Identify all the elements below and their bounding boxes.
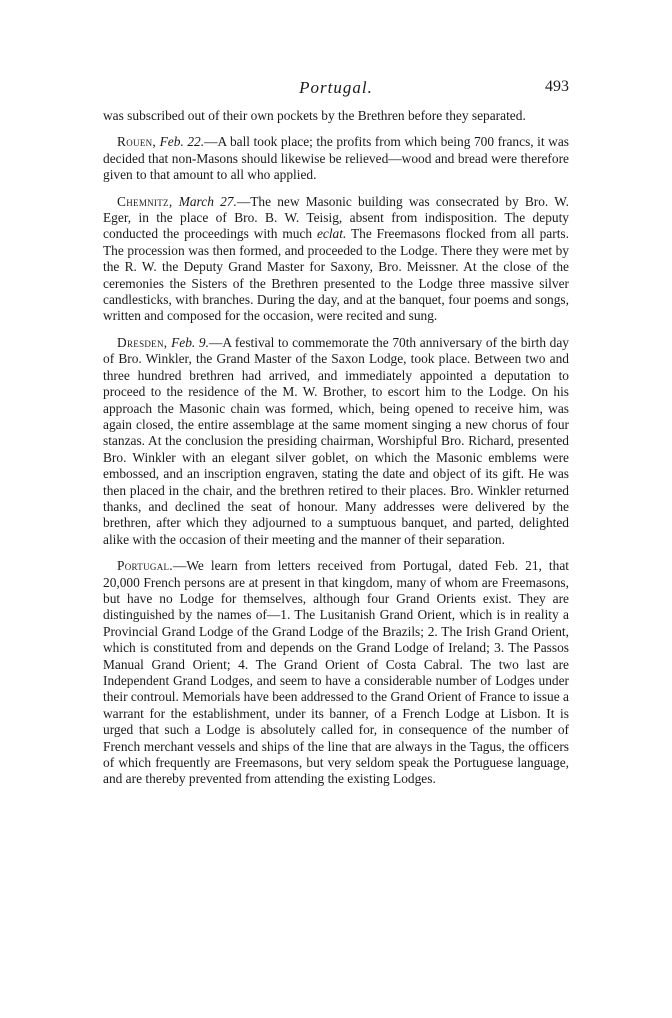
paragraph-text: was subscribed out of their own pockets by the Brethren before they separated. (103, 108, 526, 123)
paragraph-text: —A festival to commemorate the 70th anniversary of the birth day of Bro. Winkler, the Grand Master of the Saxon Lodge, took place. Between two and three hundred brethren had arrived, and immediately appointed a deputation to proceed to the residence of the M. W. Brother, to escort him to the Lodge. On his approach the Masonic chain was formed, which, being opened to receive him, was again closed, the entire assemblage at the same moment singing a new chorus of four stanzas. At the conclusion the presiding chairman, Worshipful Bro. Richard, presented Bro. Winkler with an elegant silver goblet, on which the Masonic emblems were embossed, and an inscription engraven, stating the date and object of its gift. He was then placed in the chair, and the brethren retired to their places. Bro. Winkler returned thanks, and declined the seat of honour. Many addresses were delivered by the brethren, after which they adjourned to a sumptuous banquet, and parted, delighted alike with the occasion of their meeting and the manner of their separation. (103, 334, 569, 547)
running-head (103, 78, 569, 108)
date-heading: March 27. (178, 193, 237, 209)
place-heading: Dresden, (117, 334, 168, 350)
paragraph-text: The Freemasons flocked from all parts. The procession was then formed, and proceeded to the Lodge. There they were met by the R. W. the Deputy Grand Master for Saxony, Bro. Meissner. At the close of the ceremonies the Sisters of the Brethren presented to the Lodge three massive silver candlesticks, with branches. During the day, and at the banquet, four poems and songs, written and composed for the occasion, were recited and sung. (103, 226, 569, 324)
date-heading: Feb. 22. (159, 134, 205, 150)
place-heading: Chemnitz, (117, 193, 173, 209)
place-heading: Rouen, (117, 134, 157, 150)
running-title: Portugal. (299, 78, 373, 97)
paragraph-text: —The new Masonic building was consecrated by Bro. W. Eger, in the place of Bro. B. W. Teisig, absent from indisposition. The deputy conducted the proceedings with much (103, 193, 569, 242)
paragraph-continuation (103, 108, 569, 124)
emphasis-word: eclat. (316, 226, 347, 242)
paragraph-text: —A ball took place; the profits from which being 700 francs, it was decided that non-Masons should likewise be relieved—wood and bread were therefore given to that amount to all who applied. (103, 134, 569, 183)
article-body (103, 108, 569, 788)
date-heading: Feb. 9. (171, 334, 209, 350)
faint-footer-mark (105, 962, 305, 972)
page-number: 493 (545, 78, 569, 95)
paragraph-dresden (103, 335, 569, 548)
paragraph-portugal (103, 558, 569, 788)
place-heading: Portugal. (117, 558, 173, 574)
paragraph-rouen (103, 134, 569, 183)
paragraph-text: —We learn from letters received from Portugal, dated Feb. 21, that 20,000 French persons are at present in that kingdom, many of whom are Freemasons, but have no Lodge for themselves, although four Grand Orients exist. They are distinguished by the names of—1. The Lusitanish Grand Orient, which is in reality a Provincial Grand Lodge of the Grand Lodge of the Brazils; 2. The Irish Grand Orient, which is constituted from and depends on the Grand Lodge of Ireland; 3. The Passos Manual Grand Orient; 4. The Grand Orient of Costa Cabral. The two last are Independent Grand Lodges, and seem to have a considerable number of Lodges under their controul. Memorials have been addressed to the Grand Orient of France to issue a warrant for the establishment, under its banner, of a French Lodge at Lisbon. It is urged that such a Lodge is absolutely called for, in consequence of the number of French merchant vessels and ships of the line that are always in the Tagus, the officers of which frequently are Freemasons, but very seldom speak the Portuguese language, and are thereby prevented from attending the existing Lodges. (103, 558, 569, 787)
book-page (103, 78, 569, 798)
paragraph-chemnitz (103, 194, 569, 325)
